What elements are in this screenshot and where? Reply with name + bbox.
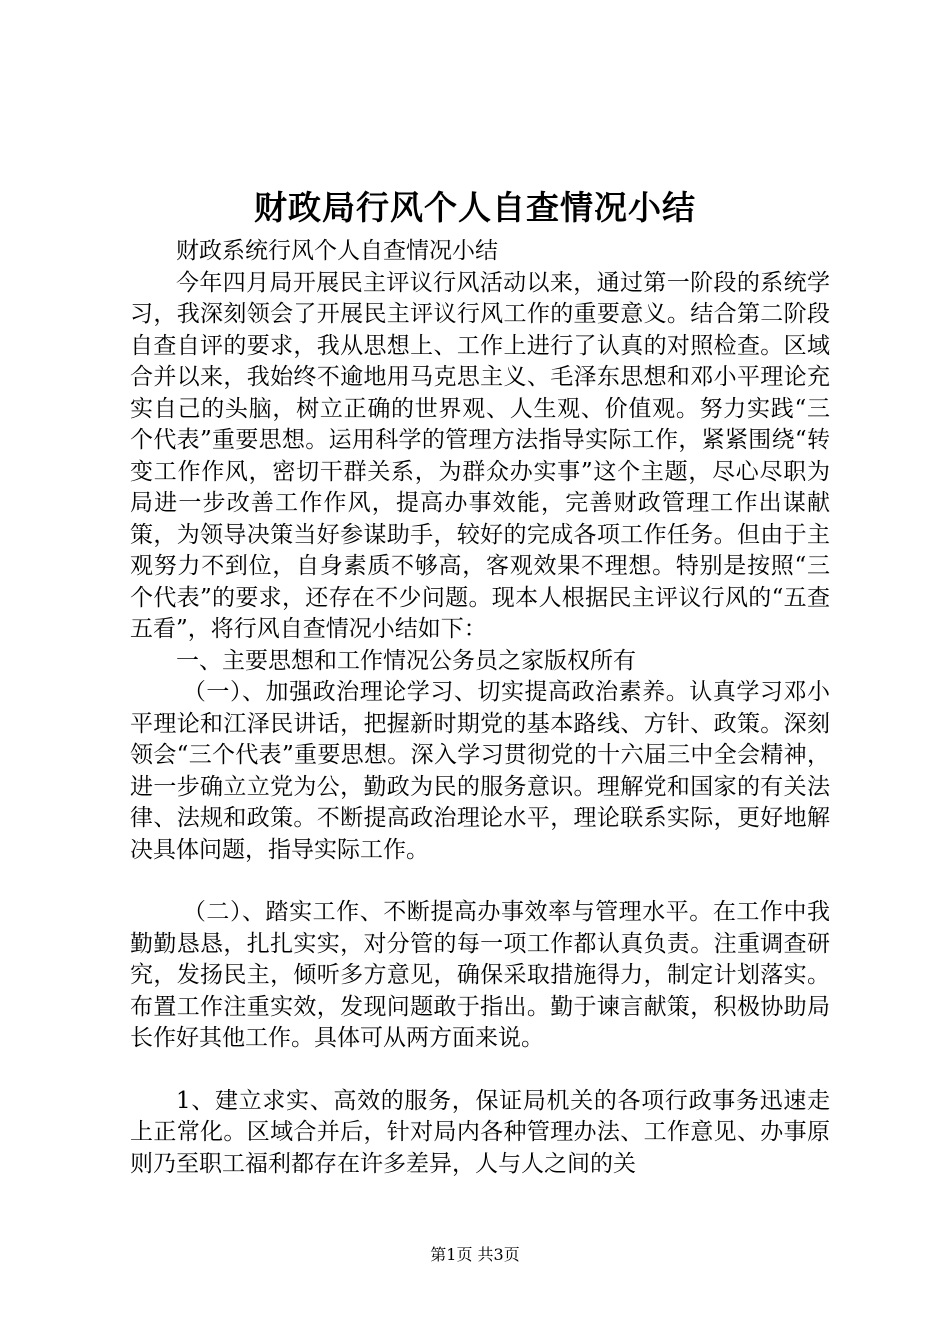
document-body: [130, 236, 830, 1180]
paragraph-gap: [130, 866, 830, 897]
page-footer: 第1页 共3页: [430, 1245, 520, 1264]
subtitle-paragraph: 财政系统行风个人自查情况小结: [176, 238, 498, 264]
section-1-paragraph: （一）、加强政治理论学习、切实提高政治素养。认真学习邓小平理论和江泽民讲话，把握新时期党的基本路线、方针、政策。深刻领会“三个代表”重要思想。深入学习贯彻党的十六届三中全会精神，进一步确立立党为公，勤政为民的服务意识。理解党和国家的有关法律、法规和政策。不断提高政治理论水平，理论联系实际，更好地解决具体问题，指导实际工作。: [130, 679, 830, 863]
intro-paragraph: 今年四月局开展民主评议行风活动以来，通过第一阶段的系统学习，我深刻领会了开展民主评议行风工作的重要意义。结合第二阶段自查自评的要求，我从思想上、工作上进行了认真的对照检查。区域合并以来，我始终不逾地用马克思主义、毛泽东思想和邓小平理论充实自己的头脑，树立正确的世界观、人生观、价值观。努力实践“三个代表”重要思想。运用科学的管理方法指导实际工作，紧紧围绕“转变工作作风，密切干群关系，为群众办实事”这个主题，尽心尽职为局进一步改善工作作风，提高办事效能，完善财政管理工作出谋献策，为领导决策当好参谋助手，较好的完成各项工作任务。但由于主观努力不到位，自身素质不够高，客观效果不理想。特别是按照“三个代表”的要求，还存在不少问题。现本人根据民主评议行风的“五查五看”，将行风自查情况小结如下：: [130, 269, 830, 642]
section-2-paragraph: （二）、踏实工作、不断提高办事效率与管理水平。在工作中我勤勤恳恳，扎扎实实，对分管的每一项工作都认真负责。注重调查研究，发扬民主，倾听多方意见，确保采取措施得力，制定计划落实。布置工作注重实效，发现问题敢于指出。勤于谏言献策，积极协助局长作好其他工作。具体可从两方面来说。: [130, 899, 830, 1051]
document-title: 财政局行风个人自查情况小结: [254, 188, 696, 227]
item-1-paragraph: 1、建立求实、高效的服务，保证局机关的各项行政事务迅速走上正常化。区域合并后，针对局内各种管理办法、工作意见、办事原则乃至职工福利都存在许多差异，人与人之间的关: [130, 1087, 830, 1177]
paragraph-gap: [130, 1055, 830, 1086]
section-heading: 一、主要思想和工作情况公务员之家版权所有: [176, 647, 636, 674]
